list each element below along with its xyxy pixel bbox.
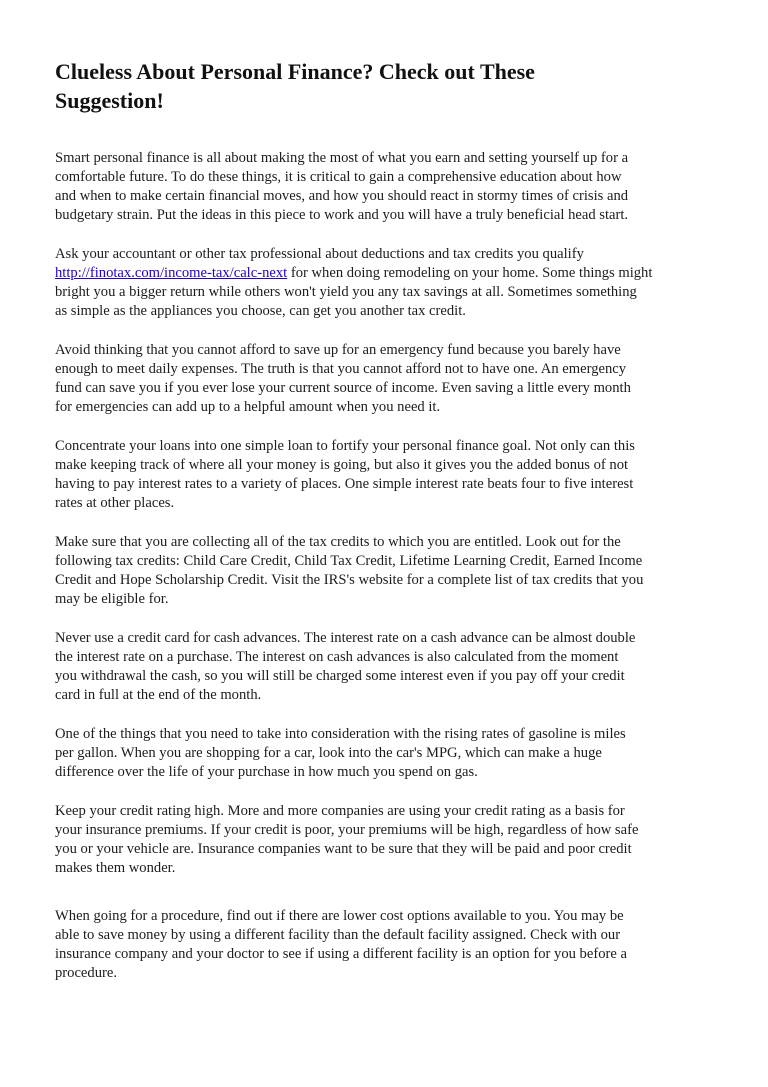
paragraph-line: One of the things that you need to take into consideration with the rising rates of gasoline is miles	[55, 726, 626, 742]
paragraph-line: able to save money by using a different facility than the default facility assigned. Check with our	[55, 927, 621, 943]
paragraph-line: rates at other places.	[55, 495, 175, 511]
paragraph-line: Make sure that you are collecting all of the tax credits to which you are entitled. Look out for the	[55, 534, 621, 550]
finotax-link[interactable]: http://finotax.com/income-tax/calc-next	[55, 265, 288, 281]
paragraph-line: http://finotax.com/income-tax/calc-next for when doing remodeling on your home. Some things might	[55, 265, 653, 281]
paragraph-line: Never use a credit card for cash advances. The interest rate on a cash advance can be almost double	[55, 630, 636, 646]
paragraph-line: comfortable future. To do these things, it is critical to gain a comprehensive education about how	[55, 169, 622, 185]
paragraph-line: Smart personal finance is all about making the most of what you earn and setting yourself up for a	[55, 150, 629, 166]
paragraph-line: enough to meet daily expenses. The truth is that you cannot afford not to have one. An emergency	[55, 361, 627, 377]
paragraph	[55, 245, 715, 321]
paragraph-line: as simple as the appliances you choose, can get you another tax credit.	[55, 303, 466, 319]
paragraphs	[55, 149, 715, 983]
paragraph-line: may be eligible for.	[55, 591, 169, 607]
paragraph	[55, 907, 715, 983]
paragraph-line: the interest rate on a purchase. The interest on cash advances is also calculated from the moment	[55, 649, 619, 665]
paragraph-line: following tax credits: Child Care Credit, Child Tax Credit, Lifetime Learning Credit, Earned Income	[55, 553, 643, 569]
paragraph-line: per gallon. When you are shopping for a car, look into the car's MPG, which can make a huge	[55, 745, 602, 761]
paragraph	[55, 725, 715, 782]
paragraph-line: your insurance premiums. If your credit is poor, your premiums will be high, regardless of how safe	[55, 822, 639, 838]
paragraph-line: you withdrawal the cash, so you will still be charged some interest even if you pay off your credit	[55, 668, 625, 684]
paragraph	[55, 629, 715, 705]
document-content	[55, 0, 715, 1003]
paragraph	[55, 533, 715, 609]
paragraph	[55, 341, 715, 417]
paragraph-line: procedure.	[55, 965, 117, 981]
paragraph-line: having to pay interest rates to a variety of places. One simple interest rate beats four to five interest	[55, 476, 634, 492]
page-title-line: Clueless About Personal Finance? Check out These	[55, 59, 535, 84]
paragraph-line: Keep your credit rating high. More and more companies are using your credit rating as a basis for	[55, 803, 625, 819]
paragraph-line: When going for a procedure, find out if there are lower cost options available to you. You may be	[55, 908, 624, 924]
paragraph-line: you or your vehicle are. Insurance companies want to be sure that they will be paid and poor credit	[55, 841, 632, 857]
paragraph-line: Avoid thinking that you cannot afford to save up for an emergency fund because you barely have	[55, 342, 621, 358]
paragraph-line: make keeping track of where all your money is going, but also it gives you the added bonus of not	[55, 457, 629, 473]
paragraph-line: card in full at the end of the month.	[55, 687, 262, 703]
paragraph	[55, 437, 715, 513]
page-title	[55, 57, 715, 115]
paragraph	[55, 802, 715, 878]
paragraph-line: Credit and Hope Scholarship Credit. Visit the IRS's website for a complete list of tax credits that you	[55, 572, 644, 588]
paragraph-line: bright you a bigger return while others won't yield you any tax savings at all. Sometimes something	[55, 284, 637, 300]
paragraph-line: Ask your accountant or other tax professional about deductions and tax credits you qualify	[55, 246, 584, 262]
paragraph-line: for emergencies can add up to a helpful amount when you need it.	[55, 399, 441, 415]
paragraph-line: and when to make certain financial moves, and how you should react in stormy times of crisis and	[55, 188, 629, 204]
paragraph-line: Concentrate your loans into one simple loan to fortify your personal finance goal. Not only can this	[55, 438, 635, 454]
paragraph-line: fund can save you if you ever lose your current source of income. Even saving a little every month	[55, 380, 631, 396]
paragraph-line: budgetary strain. Put the ideas in this piece to work and you will have a truly beneficial head start.	[55, 207, 629, 223]
paragraph-line: difference over the life of your purchase in how much you spend on gas.	[55, 764, 478, 780]
paragraph-line: makes them wonder.	[55, 860, 176, 876]
paragraph-line: insurance company and your doctor to see if using a different facility is an option for you before a	[55, 946, 627, 962]
paragraph	[55, 149, 715, 225]
page-title-line: Suggestion!	[55, 88, 164, 113]
